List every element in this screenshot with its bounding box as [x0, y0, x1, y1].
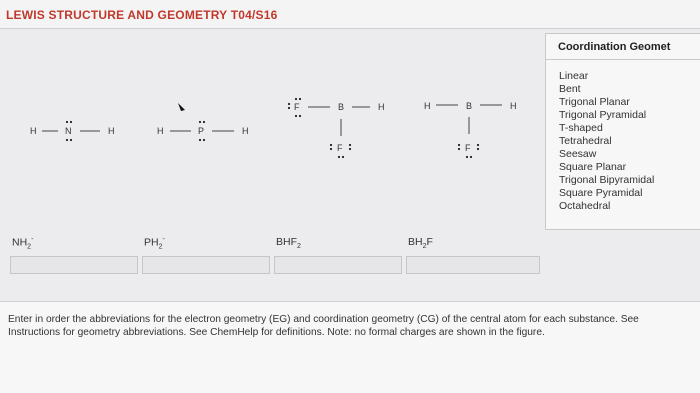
geometry-item[interactable]: Trigonal Planar [559, 96, 630, 108]
lone-pair-dot [203, 121, 205, 123]
geometry-item[interactable]: Octahedral [559, 200, 611, 212]
atom-h: H [157, 126, 164, 136]
geometry-item[interactable]: Tetrahedral [559, 135, 612, 147]
atom-h: H [242, 126, 249, 136]
lone-pair-dot [199, 121, 201, 123]
lone-pair-dot [477, 148, 479, 150]
substance-label-nh2: $NH_2^-$ [12, 236, 34, 251]
atom-h: H [510, 101, 517, 111]
lone-pair-dot [330, 148, 332, 150]
lone-pair-dot [295, 115, 297, 117]
lewis-structure-bh2f [424, 101, 517, 158]
lone-pair-dot [477, 144, 479, 146]
lone-pair-dot [349, 148, 351, 150]
lone-pair-dot [338, 156, 340, 158]
atom-f: F [465, 143, 471, 153]
atom-h: H [108, 126, 115, 136]
atom-h: H [378, 102, 385, 112]
lone-pair-dot [199, 139, 201, 141]
answer-input-bh2f[interactable] [406, 256, 540, 274]
lone-pair-dot [288, 107, 290, 109]
coordination-geometry-panel [545, 33, 700, 230]
lewis-structure-ph2 [157, 103, 249, 141]
lone-pair-dot [203, 139, 205, 141]
atom-b: B [466, 101, 473, 111]
lone-pair-dot [66, 139, 68, 141]
lone-pair-dot [470, 156, 472, 158]
lewis-structure-nh2 [30, 121, 115, 141]
lone-pair-dot [342, 156, 344, 158]
geometry-item[interactable]: Seesaw [559, 148, 597, 160]
mouse-cursor-icon [178, 103, 185, 111]
lone-pair-dot [466, 156, 468, 158]
geometry-item[interactable]: Bent [559, 83, 581, 95]
geometry-item[interactable]: Square Planar [559, 161, 627, 173]
lone-pair-dot [70, 139, 72, 141]
geometry-item[interactable]: T-shaped [559, 122, 603, 134]
atom-f: F [294, 102, 300, 112]
substance-label-ph2: $PH_2^-$ [144, 236, 165, 251]
geometry-item[interactable]: Trigonal Bipyramidal [559, 174, 655, 186]
lone-pair-dot [299, 115, 301, 117]
atom-f: F [337, 143, 343, 153]
lone-pair-dot [66, 121, 68, 123]
atom-h: H [424, 101, 431, 111]
substance-label-bh2f: $BH_2F$ [408, 236, 433, 251]
lone-pair-dot [70, 121, 72, 123]
atom-p: P [198, 126, 205, 136]
lone-pair-dot [299, 98, 301, 100]
geometry-panel-heading: Coordination Geomet [546, 34, 700, 60]
substance-label-bhf2: $BHF_2$ [276, 236, 301, 251]
geometry-item[interactable]: Square Pyramidal [559, 187, 643, 199]
atom-h: H [30, 126, 37, 136]
instructions-panel [0, 301, 700, 393]
lone-pair-dot [458, 148, 460, 150]
lone-pair-dot [349, 144, 351, 146]
lone-pair-dot [330, 144, 332, 146]
atom-n: N [65, 126, 72, 136]
geometry-item[interactable]: Linear [559, 70, 589, 82]
lewis-structures [0, 0, 545, 230]
lone-pair-dot [458, 144, 460, 146]
geometry-item[interactable]: Trigonal Pyramidal [559, 109, 647, 121]
lone-pair-dot [295, 98, 297, 100]
atom-b: B [338, 102, 345, 112]
page-title: LEWIS STRUCTURE AND GEOMETRY T04/S16 [6, 8, 278, 22]
answer-input-ph2[interactable] [142, 256, 270, 274]
answer-input-bhf2[interactable] [274, 256, 402, 274]
geometry-list [546, 60, 700, 213]
lewis-structure-bhf2 [288, 98, 385, 158]
answer-input-nh2[interactable] [10, 256, 138, 274]
lone-pair-dot [288, 103, 290, 105]
instructions-text: Enter in order the abbreviations for the electron geometry (EG) and coordination geometry (CG) of the central atom for each substance. See Instructions for geometry abbreviations. See ChemHelp for definitions. Note: no formal charges are shown in the figure. [8, 314, 639, 338]
